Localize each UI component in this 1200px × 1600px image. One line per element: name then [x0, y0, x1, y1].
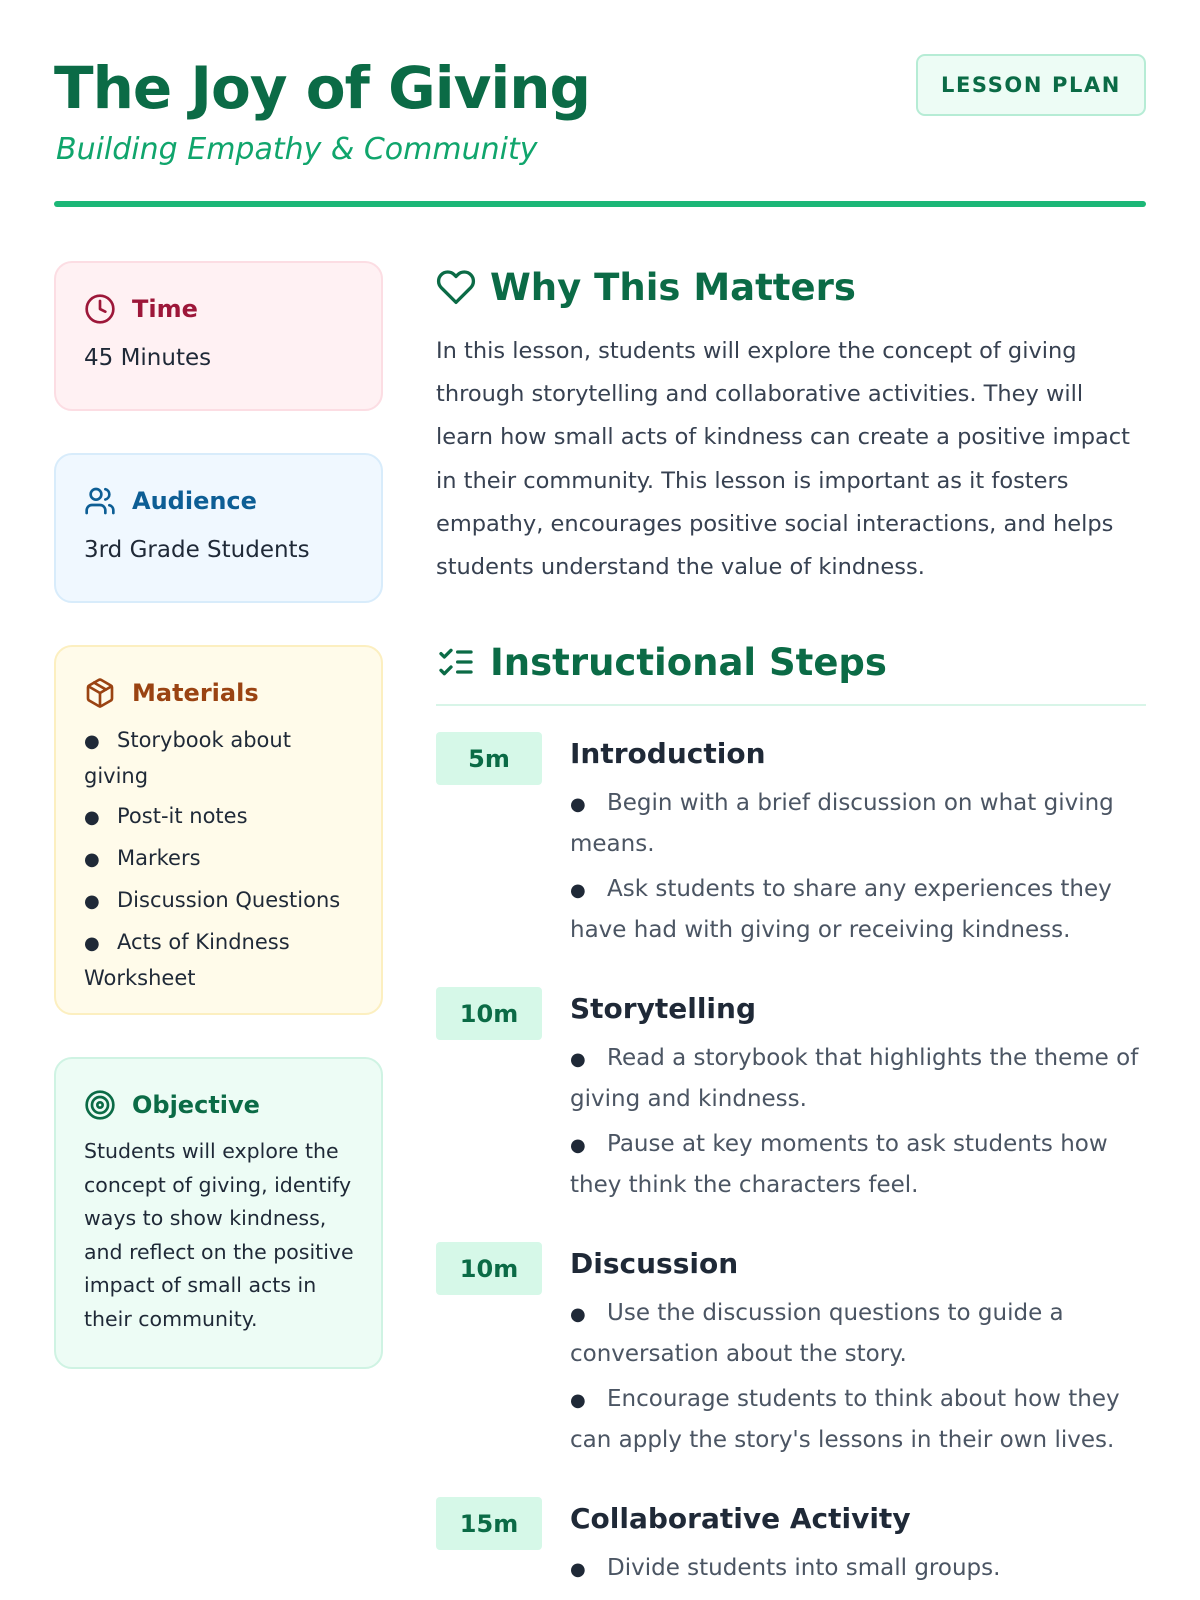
bullet-icon: ● — [84, 891, 100, 912]
lesson-plan-badge: LESSON PLAN — [916, 54, 1146, 116]
step-bullet-text: Pause at key moments to ask students how they think the characters feel. — [570, 1131, 1108, 1198]
materials-item — [84, 925, 355, 995]
materials-item-text: Storybook about giving — [84, 728, 291, 788]
page-header — [54, 52, 1146, 208]
materials-card-title: Materials — [132, 679, 259, 707]
step-body — [570, 987, 1146, 1205]
objective-card-title: Objective — [132, 1091, 260, 1119]
objective-card-header — [84, 1087, 355, 1123]
step-title: Discussion — [570, 1247, 739, 1281]
steps-header — [436, 637, 1146, 687]
step-bullet-text: Use the discussion questions to guide a conversation about the story. — [570, 1300, 1064, 1367]
steps-divider — [436, 704, 1146, 706]
bullet-icon: ● — [570, 1304, 586, 1326]
step-bullet-text: Encourage students to think about how they can apply the story's lessons in their own lives. — [570, 1386, 1120, 1453]
step-item — [436, 1242, 1146, 1471]
header-divider — [54, 201, 1146, 207]
materials-item-text: Post-it notes — [117, 804, 248, 828]
materials-item — [84, 883, 355, 919]
bullet-icon: ● — [570, 880, 586, 902]
steps-title: Instructional Steps — [490, 640, 887, 684]
materials-item — [84, 841, 355, 877]
step-title: Collaborative Activity — [570, 1502, 911, 1536]
step-bullet — [570, 1380, 1146, 1460]
bullet-icon: ● — [570, 794, 586, 816]
step-duration-badge: 10m — [436, 1242, 542, 1295]
step-item — [436, 732, 1146, 961]
materials-item — [84, 799, 355, 835]
step-bullet-text: Ask students to share any experiences they have had with giving or receiving kindness. — [570, 876, 1112, 943]
time-card-header — [84, 291, 355, 327]
bullet-icon: ● — [84, 933, 100, 954]
materials-item-text: Markers — [117, 846, 201, 870]
materials-list — [84, 723, 355, 995]
step-bullet-text: Begin with a brief discussion on what giving means. — [570, 790, 1114, 857]
step-bullets — [570, 1294, 1146, 1460]
main-content — [436, 262, 1146, 1596]
step-bullets — [570, 1549, 1146, 1590]
bullet-icon: ● — [570, 1390, 586, 1412]
step-bullets — [570, 784, 1146, 950]
materials-item — [84, 723, 355, 793]
time-card-title: Time — [132, 295, 198, 323]
step-body — [570, 732, 1146, 950]
steps-section — [436, 637, 1146, 1590]
objective-card — [54, 1057, 383, 1369]
step-bullet — [570, 784, 1146, 864]
step-bullet — [570, 1549, 1146, 1590]
step-bullets — [570, 1039, 1146, 1205]
bullet-icon: ● — [84, 807, 100, 828]
step-duration-badge: 15m — [436, 1497, 542, 1550]
why-section — [436, 262, 1146, 589]
materials-card-header — [84, 675, 355, 711]
bullet-icon: ● — [84, 731, 100, 752]
step-body — [570, 1497, 1146, 1590]
audience-card — [54, 453, 383, 603]
step-bullet — [570, 1294, 1146, 1374]
bullet-icon: ● — [570, 1135, 586, 1157]
sidebar — [54, 261, 383, 1411]
audience-card-header — [84, 483, 355, 519]
why-text: In this lesson, students will explore the concept of giving through storytelling and collaborative activities. They will learn how small acts of kindness can create a positive impact in their community. This lesson is important as it fosters empathy, encourages positive social interactions, and helps students understand the value of kindness. — [436, 338, 1130, 581]
clock-icon — [84, 293, 116, 325]
package-icon — [84, 677, 116, 709]
heart-icon — [436, 267, 476, 307]
step-item — [436, 987, 1146, 1216]
step-duration-badge: 10m — [436, 987, 542, 1040]
why-header — [436, 262, 1146, 312]
materials-item-text: Discussion Questions — [117, 888, 341, 912]
audience-card-title: Audience — [132, 487, 257, 515]
step-duration-badge: 5m — [436, 732, 542, 785]
step-bullet — [570, 870, 1146, 950]
time-card — [54, 261, 383, 411]
list-checks-icon — [436, 642, 476, 682]
bullet-icon: ● — [84, 849, 100, 870]
step-title: Introduction — [570, 737, 766, 771]
step-body — [570, 1242, 1146, 1460]
audience-value: 3rd Grade Students — [84, 537, 310, 563]
step-bullet-text: Read a storybook that highlights the theme of giving and kindness. — [570, 1045, 1139, 1112]
step-title: Storytelling — [570, 992, 756, 1026]
materials-card — [54, 645, 383, 1015]
why-title: Why This Matters — [490, 265, 856, 309]
objective-text: Students will explore the concept of giving, identify ways to show kindness, and reflect on the positive impact of small acts in their community. — [84, 1139, 354, 1331]
users-icon — [84, 485, 116, 517]
page-subtitle: Building Empathy & Community — [56, 132, 538, 167]
step-bullet — [570, 1125, 1146, 1205]
bullet-icon: ● — [570, 1049, 586, 1071]
materials-item-text: Acts of Kindness Worksheet — [84, 930, 290, 990]
step-bullet-text: Divide students into small groups. — [607, 1555, 1001, 1582]
bullet-icon: ● — [570, 1559, 586, 1581]
step-item — [436, 1497, 1146, 1590]
step-bullet — [570, 1039, 1146, 1119]
target-icon — [84, 1089, 116, 1121]
time-value: 45 Minutes — [84, 345, 212, 371]
page-title: The Joy of Giving — [54, 54, 591, 122]
